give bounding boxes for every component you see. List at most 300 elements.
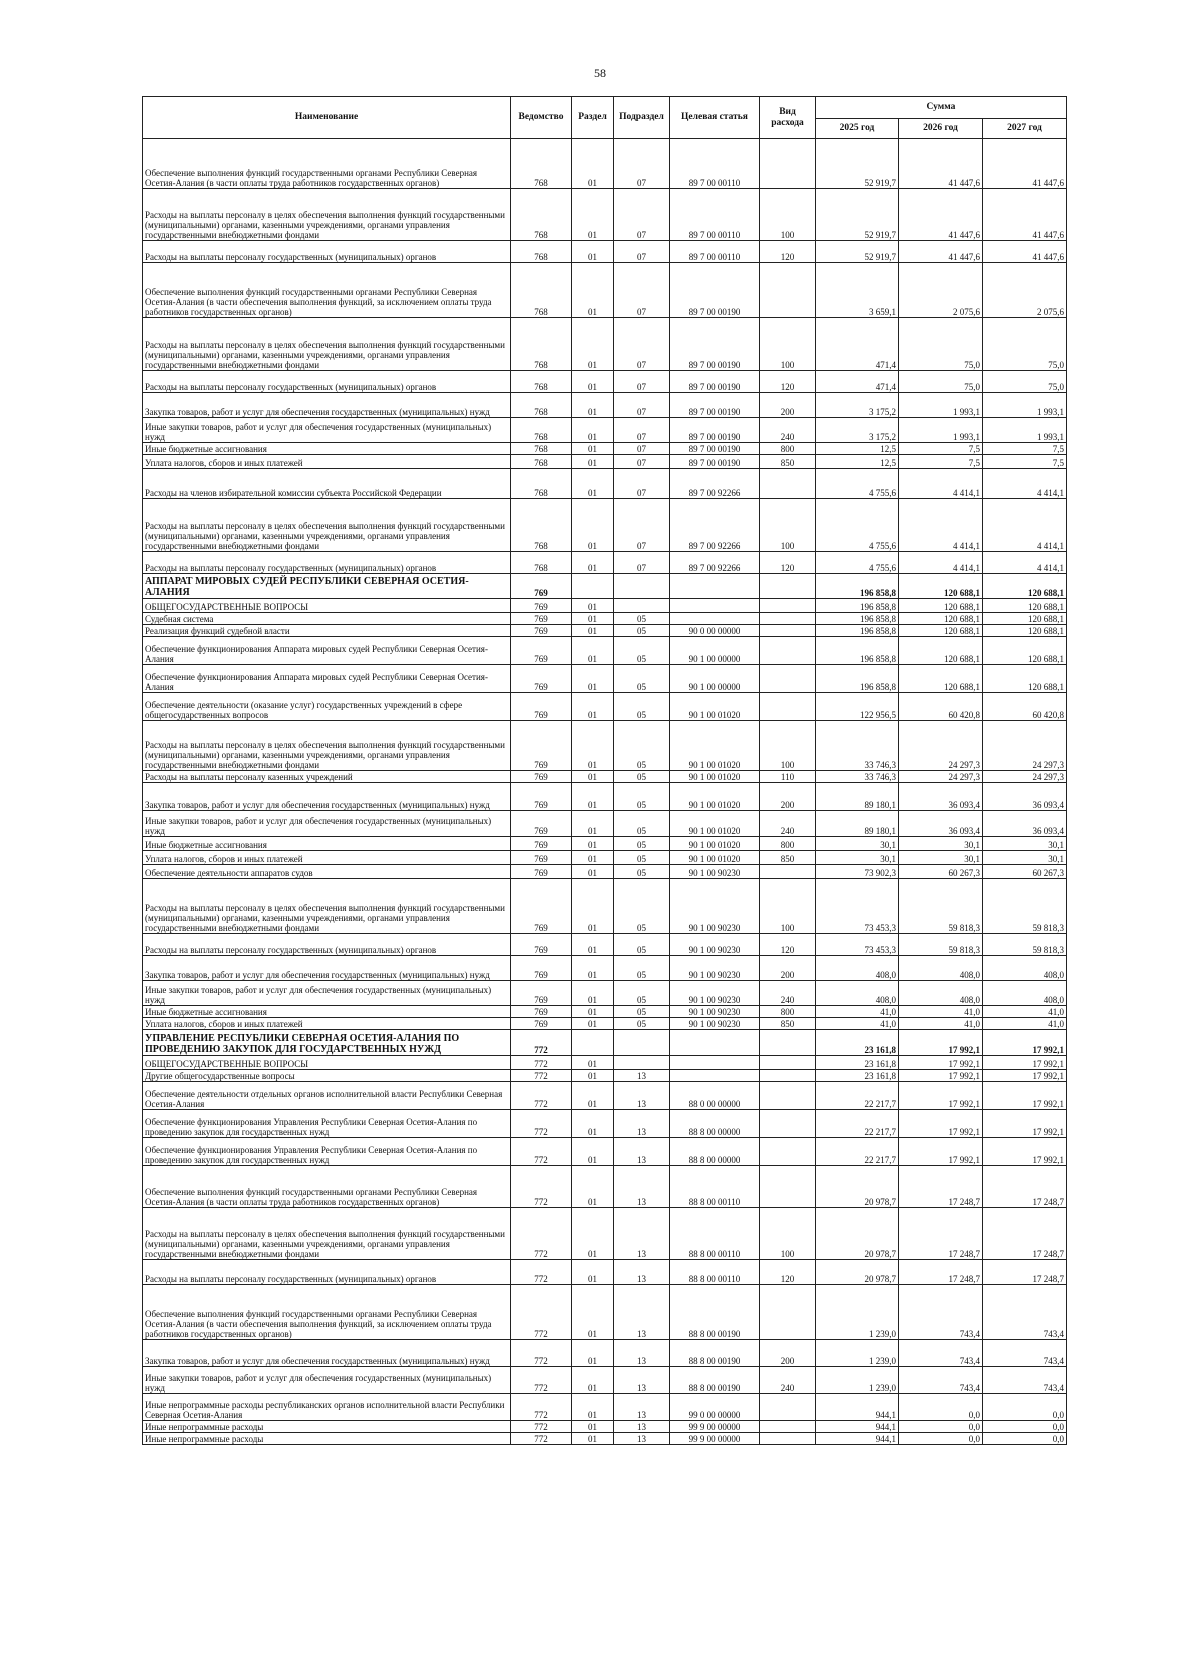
table-row xyxy=(143,934,1067,956)
cell-type: 100 xyxy=(760,1208,816,1260)
cell-name: ОБЩЕГОСУДАРСТВЕННЫЕ ВОПРОСЫ xyxy=(143,599,511,613)
cell-subsection: 07 xyxy=(614,139,670,189)
cell-2026: 36 093,4 xyxy=(899,811,983,837)
cell-2027: 41 447,6 xyxy=(983,189,1067,241)
cell-section: 01 xyxy=(572,1070,614,1082)
cell-2025: 22 217,7 xyxy=(816,1082,899,1110)
cell-section: 01 xyxy=(572,1433,614,1445)
cell-name: Уплата налогов, сборов и иных платежей xyxy=(143,851,511,865)
cell-2025: 944,1 xyxy=(816,1433,899,1445)
cell-target: 90 1 00 90230 xyxy=(670,934,760,956)
cell-2026: 17 992,1 xyxy=(899,1082,983,1110)
cell-dept: 768 xyxy=(511,318,572,371)
cell-2027: 41 447,6 xyxy=(983,241,1067,263)
cell-2025: 944,1 xyxy=(816,1421,899,1433)
cell-section: 01 xyxy=(572,1110,614,1138)
cell-2027: 743,4 xyxy=(983,1285,1067,1340)
cell-target: 89 7 00 00190 xyxy=(670,371,760,393)
cell-name: Закупка товаров, работ и услуг для обеспечения государственных (муниципальных) нужд xyxy=(143,783,511,811)
cell-target: 90 1 00 01020 xyxy=(670,721,760,771)
cell-target: 88 8 00 00110 xyxy=(670,1208,760,1260)
cell-target: 90 1 00 01020 xyxy=(670,783,760,811)
cell-section: 01 xyxy=(572,443,614,455)
cell-section: 01 xyxy=(572,371,614,393)
cell-target: 90 1 00 90230 xyxy=(670,981,760,1006)
cell-target: 88 8 00 00110 xyxy=(670,1260,760,1285)
cell-2025: 1 239,0 xyxy=(816,1285,899,1340)
cell-subsection: 05 xyxy=(614,613,670,625)
cell-dept: 769 xyxy=(511,1006,572,1018)
cell-2027: 41 447,6 xyxy=(983,139,1067,189)
cell-dept: 769 xyxy=(511,851,572,865)
cell-section: 01 xyxy=(572,956,614,981)
cell-type: 200 xyxy=(760,956,816,981)
table-row xyxy=(143,637,1067,665)
cell-2026: 743,4 xyxy=(899,1340,983,1367)
cell-dept: 772 xyxy=(511,1030,572,1056)
cell-dept: 769 xyxy=(511,1018,572,1030)
cell-dept: 769 xyxy=(511,637,572,665)
cell-subsection: 07 xyxy=(614,318,670,371)
cell-2026: 36 093,4 xyxy=(899,783,983,811)
table-row xyxy=(143,1367,1067,1394)
cell-subsection: 13 xyxy=(614,1394,670,1421)
cell-type: 100 xyxy=(760,879,816,934)
cell-dept: 772 xyxy=(511,1260,572,1285)
table-row xyxy=(143,1138,1067,1166)
cell-target: 88 8 00 00000 xyxy=(670,1110,760,1138)
cell-2026: 408,0 xyxy=(899,956,983,981)
cell-2025: 122 956,5 xyxy=(816,693,899,721)
cell-2025: 944,1 xyxy=(816,1394,899,1421)
cell-subsection: 13 xyxy=(614,1340,670,1367)
cell-section: 01 xyxy=(572,263,614,318)
cell-dept: 772 xyxy=(511,1166,572,1208)
table-row xyxy=(143,599,1067,613)
cell-2027: 1 993,1 xyxy=(983,393,1067,418)
table-row xyxy=(143,879,1067,934)
table-row xyxy=(143,371,1067,393)
cell-type xyxy=(760,665,816,693)
cell-target: 90 1 00 01020 xyxy=(670,693,760,721)
cell-name: Расходы на выплаты персоналу государственных (муниципальных) органов xyxy=(143,371,511,393)
table-row xyxy=(143,418,1067,443)
cell-2027: 17 248,7 xyxy=(983,1166,1067,1208)
cell-dept: 769 xyxy=(511,783,572,811)
cell-section: 01 xyxy=(572,1394,614,1421)
cell-2026: 7,5 xyxy=(899,443,983,455)
cell-subsection: 07 xyxy=(614,189,670,241)
cell-name: Расходы на выплаты персоналу в целях обеспечения выполнения функций государственными (муниципальными) органами, казенными учреждениями, органами управления государственными внебюджетными фондами xyxy=(143,721,511,771)
cell-2026: 120 688,1 xyxy=(899,613,983,625)
table-row xyxy=(143,981,1067,1006)
cell-2027: 17 248,7 xyxy=(983,1208,1067,1260)
cell-2027: 17 992,1 xyxy=(983,1070,1067,1082)
cell-2027: 4 414,1 xyxy=(983,469,1067,499)
cell-type xyxy=(760,1421,816,1433)
cell-name: Иные закупки товаров, работ и услуг для обеспечения государственных (муниципальных) нужд xyxy=(143,981,511,1006)
cell-subsection: 05 xyxy=(614,879,670,934)
cell-name: Расходы на выплаты персоналу государственных (муниципальных) органов xyxy=(143,552,511,574)
cell-dept: 768 xyxy=(511,263,572,318)
cell-target: 90 0 00 00000 xyxy=(670,625,760,637)
table-row xyxy=(143,241,1067,263)
table-row xyxy=(143,837,1067,851)
cell-dept: 772 xyxy=(511,1208,572,1260)
cell-2025: 3 175,2 xyxy=(816,393,899,418)
cell-name: Закупка товаров, работ и услуг для обеспечения государственных (муниципальных) нужд xyxy=(143,956,511,981)
cell-2025: 3 175,2 xyxy=(816,418,899,443)
cell-type: 850 xyxy=(760,455,816,469)
cell-subsection: 05 xyxy=(614,665,670,693)
cell-type: 800 xyxy=(760,443,816,455)
table-row xyxy=(143,721,1067,771)
cell-2027: 4 414,1 xyxy=(983,499,1067,552)
cell-2026: 4 414,1 xyxy=(899,499,983,552)
table-row xyxy=(143,1421,1067,1433)
budget-table xyxy=(142,96,1067,1445)
page-number: 58 xyxy=(594,66,606,80)
cell-name: Уплата налогов, сборов и иных платежей xyxy=(143,1018,511,1030)
cell-type xyxy=(760,613,816,625)
cell-dept: 772 xyxy=(511,1110,572,1138)
cell-2025: 52 919,7 xyxy=(816,189,899,241)
cell-2026: 120 688,1 xyxy=(899,574,983,599)
cell-2027: 60 267,3 xyxy=(983,865,1067,879)
cell-type xyxy=(760,139,816,189)
cell-name: Иные непрограммные расходы республиканских органов исполнительной власти Республики Северная Осетия-Алания xyxy=(143,1394,511,1421)
table-row xyxy=(143,1260,1067,1285)
cell-section: 01 xyxy=(572,1260,614,1285)
cell-name: Расходы на выплаты персоналу государственных (муниципальных) органов xyxy=(143,241,511,263)
cell-type: 120 xyxy=(760,934,816,956)
cell-2025: 196 858,8 xyxy=(816,599,899,613)
cell-2027: 2 075,6 xyxy=(983,263,1067,318)
table-row xyxy=(143,865,1067,879)
cell-dept: 768 xyxy=(511,139,572,189)
cell-2026: 120 688,1 xyxy=(899,599,983,613)
cell-name: ОБЩЕГОСУДАРСТВЕННЫЕ ВОПРОСЫ xyxy=(143,1056,511,1070)
cell-subsection: 07 xyxy=(614,469,670,499)
cell-type: 850 xyxy=(760,1018,816,1030)
table-row xyxy=(143,956,1067,981)
cell-section: 01 xyxy=(572,693,614,721)
cell-2027: 120 688,1 xyxy=(983,599,1067,613)
cell-subsection: 07 xyxy=(614,418,670,443)
table-row xyxy=(143,1018,1067,1030)
cell-subsection: 05 xyxy=(614,625,670,637)
cell-2025: 12,5 xyxy=(816,455,899,469)
cell-section: 01 xyxy=(572,499,614,552)
cell-2026: 41,0 xyxy=(899,1006,983,1018)
cell-type xyxy=(760,1166,816,1208)
cell-2026: 41 447,6 xyxy=(899,139,983,189)
cell-type: 800 xyxy=(760,1006,816,1018)
cell-target: 90 1 00 90230 xyxy=(670,865,760,879)
cell-2026: 743,4 xyxy=(899,1367,983,1394)
cell-2027: 4 414,1 xyxy=(983,552,1067,574)
cell-2026: 7,5 xyxy=(899,455,983,469)
cell-2025: 20 978,7 xyxy=(816,1166,899,1208)
cell-type: 800 xyxy=(760,837,816,851)
cell-2025: 1 239,0 xyxy=(816,1340,899,1367)
cell-name: Обеспечение выполнения функций государственными органами Республики Северная Осетия-Алания (в части обеспечения выполнения функций, за исключением оплаты труда работников государственных органов) xyxy=(143,1285,511,1340)
cell-2025: 20 978,7 xyxy=(816,1260,899,1285)
cell-dept: 768 xyxy=(511,371,572,393)
cell-dept: 772 xyxy=(511,1056,572,1070)
cell-type xyxy=(760,1056,816,1070)
cell-dept: 768 xyxy=(511,455,572,469)
cell-target: 89 7 00 00110 xyxy=(670,189,760,241)
cell-section: 01 xyxy=(572,1367,614,1394)
cell-subsection: 05 xyxy=(614,1018,670,1030)
cell-subsection: 07 xyxy=(614,455,670,469)
cell-subsection: 13 xyxy=(614,1208,670,1260)
cell-type: 110 xyxy=(760,771,816,783)
table-row xyxy=(143,393,1067,418)
cell-dept: 768 xyxy=(511,418,572,443)
cell-2027: 7,5 xyxy=(983,455,1067,469)
cell-2027: 0,0 xyxy=(983,1433,1067,1445)
cell-2027: 30,1 xyxy=(983,837,1067,851)
cell-2025: 1 239,0 xyxy=(816,1367,899,1394)
cell-2025: 33 746,3 xyxy=(816,771,899,783)
cell-target: 89 7 00 92266 xyxy=(670,469,760,499)
cell-subsection: 05 xyxy=(614,956,670,981)
cell-2026: 743,4 xyxy=(899,1285,983,1340)
cell-target xyxy=(670,1030,760,1056)
cell-section: 01 xyxy=(572,241,614,263)
cell-dept: 768 xyxy=(511,393,572,418)
cell-2026: 17 992,1 xyxy=(899,1056,983,1070)
cell-dept: 769 xyxy=(511,981,572,1006)
cell-target: 89 7 00 00190 xyxy=(670,418,760,443)
table-row xyxy=(143,455,1067,469)
cell-type: 120 xyxy=(760,552,816,574)
cell-subsection xyxy=(614,599,670,613)
cell-subsection: 07 xyxy=(614,443,670,455)
cell-2026: 17 992,1 xyxy=(899,1070,983,1082)
cell-2025: 196 858,8 xyxy=(816,625,899,637)
cell-name: Другие общегосударственные вопросы xyxy=(143,1070,511,1082)
table-row xyxy=(143,1082,1067,1110)
cell-subsection: 05 xyxy=(614,851,670,865)
table-row xyxy=(143,665,1067,693)
cell-dept: 772 xyxy=(511,1367,572,1394)
cell-subsection: 13 xyxy=(614,1110,670,1138)
cell-dept: 769 xyxy=(511,613,572,625)
cell-2027: 41,0 xyxy=(983,1006,1067,1018)
cell-dept: 769 xyxy=(511,811,572,837)
cell-name: Иные непрограммные расходы xyxy=(143,1433,511,1445)
cell-2026: 4 414,1 xyxy=(899,469,983,499)
cell-subsection: 07 xyxy=(614,371,670,393)
cell-2026: 4 414,1 xyxy=(899,552,983,574)
cell-target: 90 1 00 90230 xyxy=(670,956,760,981)
cell-dept: 769 xyxy=(511,599,572,613)
cell-section: 01 xyxy=(572,393,614,418)
cell-2026: 41 447,6 xyxy=(899,189,983,241)
cell-target: 90 1 00 00000 xyxy=(670,637,760,665)
cell-dept: 768 xyxy=(511,499,572,552)
cell-dept: 768 xyxy=(511,189,572,241)
cell-2026: 60 267,3 xyxy=(899,865,983,879)
cell-2027: 120 688,1 xyxy=(983,665,1067,693)
cell-subsection: 07 xyxy=(614,552,670,574)
header-type: Вид расхода xyxy=(760,97,816,139)
cell-subsection: 05 xyxy=(614,721,670,771)
cell-type: 100 xyxy=(760,499,816,552)
cell-subsection: 13 xyxy=(614,1166,670,1208)
cell-subsection: 13 xyxy=(614,1285,670,1340)
cell-target: 90 1 00 01020 xyxy=(670,771,760,783)
cell-name: Обеспечение выполнения функций государственными органами Республики Северная Осетия-Алания (в части обеспечения выполнения функций, за исключением оплаты труда работников государственных органов) xyxy=(143,263,511,318)
cell-2026: 120 688,1 xyxy=(899,637,983,665)
cell-name: Расходы на членов избирательной комиссии субъекта Российской Федерации xyxy=(143,469,511,499)
cell-subsection: 05 xyxy=(614,837,670,851)
cell-2027: 17 248,7 xyxy=(983,1260,1067,1285)
cell-2027: 408,0 xyxy=(983,956,1067,981)
table-row xyxy=(143,469,1067,499)
cell-type xyxy=(760,1070,816,1082)
cell-dept: 768 xyxy=(511,552,572,574)
table-row xyxy=(143,189,1067,241)
cell-name: Обеспечение деятельности отдельных органов исполнительной власти Республики Северная Осетия-Алания xyxy=(143,1082,511,1110)
cell-2025: 471,4 xyxy=(816,371,899,393)
table-row xyxy=(143,851,1067,865)
cell-section: 01 xyxy=(572,139,614,189)
cell-2025: 196 858,8 xyxy=(816,637,899,665)
cell-target: 88 8 00 00190 xyxy=(670,1285,760,1340)
cell-subsection xyxy=(614,1030,670,1056)
cell-type xyxy=(760,1394,816,1421)
cell-type: 120 xyxy=(760,371,816,393)
cell-subsection: 05 xyxy=(614,981,670,1006)
cell-target: 88 8 00 00000 xyxy=(670,1138,760,1166)
cell-2025: 4 755,6 xyxy=(816,552,899,574)
cell-name: Судебная система xyxy=(143,613,511,625)
cell-name: Реализация функций судебной власти xyxy=(143,625,511,637)
cell-name: Обеспечение деятельности (оказание услуг) государственных учреждений в сфере общегосударственных вопросов xyxy=(143,693,511,721)
cell-2025: 30,1 xyxy=(816,837,899,851)
cell-dept: 772 xyxy=(511,1285,572,1340)
cell-type xyxy=(760,625,816,637)
cell-section: 01 xyxy=(572,1285,614,1340)
cell-2026: 17 248,7 xyxy=(899,1208,983,1260)
cell-2026: 24 297,3 xyxy=(899,721,983,771)
cell-target: 89 7 00 92266 xyxy=(670,499,760,552)
cell-subsection: 13 xyxy=(614,1138,670,1166)
cell-dept: 772 xyxy=(511,1421,572,1433)
cell-2026: 17 992,1 xyxy=(899,1110,983,1138)
cell-name: Обеспечение функционирования Управления Республики Северная Осетия-Алания по проведению закупок для государственных нужд xyxy=(143,1138,511,1166)
cell-2027: 17 992,1 xyxy=(983,1110,1067,1138)
table-row xyxy=(143,318,1067,371)
cell-dept: 769 xyxy=(511,665,572,693)
cell-name: Расходы на выплаты персоналу казенных учреждений xyxy=(143,771,511,783)
cell-2026: 0,0 xyxy=(899,1433,983,1445)
cell-name: Расходы на выплаты персоналу государственных (муниципальных) органов xyxy=(143,1260,511,1285)
cell-name: Закупка товаров, работ и услуг для обеспечения государственных (муниципальных) нужд xyxy=(143,393,511,418)
cell-2027: 36 093,4 xyxy=(983,783,1067,811)
cell-subsection: 13 xyxy=(614,1070,670,1082)
cell-target: 90 1 00 01020 xyxy=(670,851,760,865)
cell-2027: 120 688,1 xyxy=(983,613,1067,625)
cell-name: Обеспечение функционирования Управления Республики Северная Осетия-Алания по проведению закупок для государственных нужд xyxy=(143,1110,511,1138)
cell-2027: 0,0 xyxy=(983,1394,1067,1421)
cell-2025: 471,4 xyxy=(816,318,899,371)
cell-2026: 1 993,1 xyxy=(899,418,983,443)
cell-2027: 24 297,3 xyxy=(983,721,1067,771)
cell-2025: 196 858,8 xyxy=(816,574,899,599)
cell-2027: 75,0 xyxy=(983,318,1067,371)
cell-dept: 772 xyxy=(511,1138,572,1166)
cell-dept: 769 xyxy=(511,956,572,981)
cell-subsection: 13 xyxy=(614,1433,670,1445)
cell-subsection: 13 xyxy=(614,1421,670,1433)
table-row xyxy=(143,1433,1067,1445)
cell-type xyxy=(760,865,816,879)
cell-2026: 75,0 xyxy=(899,371,983,393)
cell-2025: 30,1 xyxy=(816,851,899,865)
cell-type: 240 xyxy=(760,418,816,443)
table-row xyxy=(143,1006,1067,1018)
cell-2026: 24 297,3 xyxy=(899,771,983,783)
cell-section: 01 xyxy=(572,783,614,811)
cell-target: 90 1 00 90230 xyxy=(670,879,760,934)
cell-section: 01 xyxy=(572,418,614,443)
cell-2026: 75,0 xyxy=(899,318,983,371)
cell-dept: 769 xyxy=(511,721,572,771)
cell-type xyxy=(760,637,816,665)
cell-2025: 52 919,7 xyxy=(816,241,899,263)
header-subsection: Подраздел xyxy=(614,97,670,139)
cell-2027: 17 992,1 xyxy=(983,1030,1067,1056)
cell-section: 01 xyxy=(572,318,614,371)
cell-2027: 17 992,1 xyxy=(983,1056,1067,1070)
cell-2025: 22 217,7 xyxy=(816,1138,899,1166)
cell-section: 01 xyxy=(572,851,614,865)
cell-name: Расходы на выплаты персоналу государственных (муниципальных) органов xyxy=(143,934,511,956)
header-name: Наименование xyxy=(143,97,511,139)
cell-name: Иные бюджетные ассигнования xyxy=(143,837,511,851)
cell-2025: 23 161,8 xyxy=(816,1056,899,1070)
cell-2025: 23 161,8 xyxy=(816,1030,899,1056)
cell-section: 01 xyxy=(572,613,614,625)
header-2025: 2025 год xyxy=(816,119,899,139)
cell-2025: 33 746,3 xyxy=(816,721,899,771)
cell-name: УПРАВЛЕНИЕ РЕСПУБЛИКИ СЕВЕРНАЯ ОСЕТИЯ-АЛАНИЯ ПО ПРОВЕДЕНИЮ ЗАКУПОК ДЛЯ ГОСУДАРСТВЕННЫХ НУЖД xyxy=(143,1030,511,1056)
header-sum: Сумма xyxy=(816,97,1067,119)
cell-2027: 41,0 xyxy=(983,1018,1067,1030)
cell-type xyxy=(760,1138,816,1166)
cell-type: 240 xyxy=(760,1367,816,1394)
cell-target: 99 0 00 00000 xyxy=(670,1394,760,1421)
cell-2027: 120 688,1 xyxy=(983,625,1067,637)
table-row xyxy=(143,693,1067,721)
table-row xyxy=(143,552,1067,574)
cell-name: Закупка товаров, работ и услуг для обеспечения государственных (муниципальных) нужд xyxy=(143,1340,511,1367)
cell-2027: 59 818,3 xyxy=(983,934,1067,956)
cell-2027: 120 688,1 xyxy=(983,637,1067,665)
cell-dept: 769 xyxy=(511,865,572,879)
cell-section: 01 xyxy=(572,771,614,783)
cell-section: 01 xyxy=(572,455,614,469)
cell-dept: 772 xyxy=(511,1082,572,1110)
cell-2025: 41,0 xyxy=(816,1018,899,1030)
cell-2025: 22 217,7 xyxy=(816,1110,899,1138)
cell-2026: 59 818,3 xyxy=(899,934,983,956)
